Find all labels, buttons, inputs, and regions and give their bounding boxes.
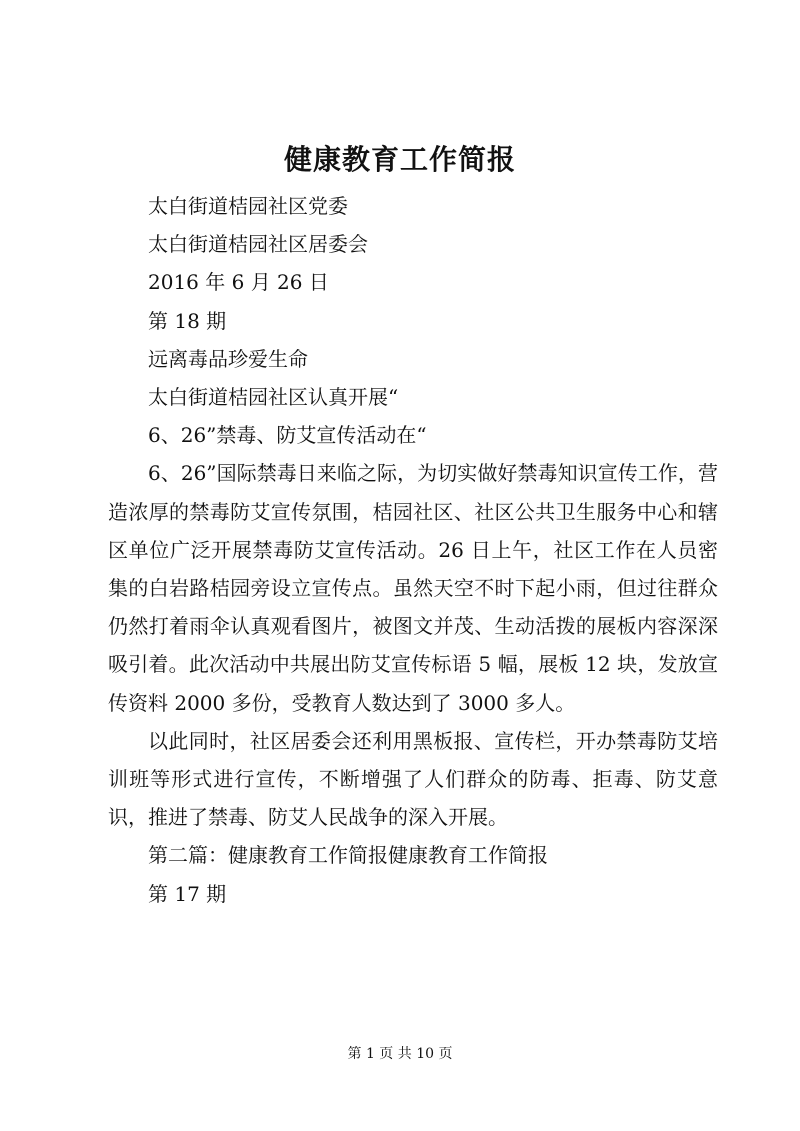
body-paragraph-2: 以此同时，社区居委会还利用黑板报、宣传栏，开办禁毒防艾培训班等形式进行宣传，不断增强了人们群众的防毒、拒毒、防艾意识，推进了禁毒、防艾人民战争的深入开展。 <box>108 728 718 830</box>
document-title: 健康教育工作简报 <box>283 143 516 176</box>
intro-line-1: 太白街道桔园社区认真开展“ <box>148 385 399 410</box>
headline-line: 远离毒品珍爱生命 <box>148 346 308 371</box>
issue-number-line: 第 18 期 <box>148 308 227 333</box>
section-heading-line: 第二篇：健康教育工作简报健康教育工作简报 <box>148 843 548 868</box>
intro-line-2: 6、26”禁毒、防艾宣传活动在“ <box>148 423 427 448</box>
org-line-residents-committee: 太白街道桔园社区居委会 <box>148 232 368 257</box>
issue-number-line-2: 第 17 期 <box>148 881 227 906</box>
document-body <box>108 187 718 913</box>
page-footer: 第 1 页 共 10 页 <box>347 1046 453 1062</box>
date-line: 2016 年 6 月 26 日 <box>148 270 329 295</box>
org-line-party-committee: 太白街道桔园社区党委 <box>148 194 348 218</box>
body-paragraph-1: 6、26”国际禁毒日来临之际，为切实做好禁毒知识宣传工作，营造浓厚的禁毒防艾宣传氛围，桔园社区、社区公共卫生服务中心和辖区单位广泛开展禁毒防艾宣传活动。26 日上午，社区工作在人员密集的白岩路桔园旁设立宣传点。虽然天空不时下起小雨，但过往群众仍然打着雨伞认真观看图片，被图文并茂、生动活拨的展板内容深深吸引着。此次活动中共展出防艾宣传标语 5 幅，展板 12 块，发放宣传资料 2000 多份，受教育人数达到了 3000 多人。 <box>108 461 718 715</box>
